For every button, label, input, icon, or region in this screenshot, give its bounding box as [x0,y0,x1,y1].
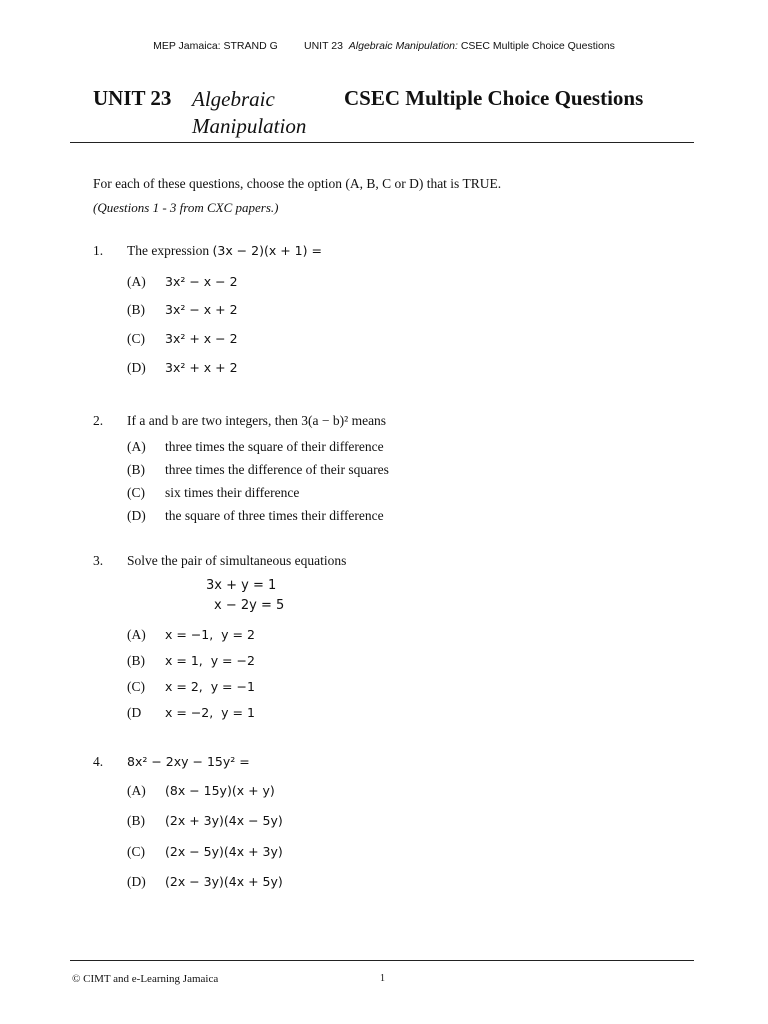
equation: 3x + y = 1 [206,578,277,593]
header-unit: UNIT 23 [304,40,343,52]
header-topic: Algebraic Manipulation: [348,40,458,52]
option-text: x = 1, y = −2 [165,653,255,668]
option-label: (D) [127,508,146,523]
option-label: (C) [127,844,145,859]
option-label: (D [127,705,142,720]
option-label: (C) [127,485,145,500]
running-header [0,40,768,52]
question-expression: (3x − 2)(x + 1) = [212,243,322,258]
footer-divider [70,960,694,961]
option-label: (A) [127,783,146,798]
title-section: CSEC Multiple Choice Questions [344,86,644,110]
question-prompt [127,243,322,259]
question-prompt: Solve the pair of simultaneous equations [127,553,347,568]
question-prompt-text: The expression [127,243,210,258]
option-text: (2x − 3y)(4x + 5y) [165,874,283,889]
question-prompt: If a and b are two integers, then 3(a − b)² means [127,413,387,428]
option-text: six times their difference [165,485,300,500]
question-prompt: 8x² − 2xy − 15y² = [127,754,250,769]
option-label: (D) [127,874,146,889]
option-label: (B) [127,653,145,668]
instructions-note: (Questions 1 - 3 from CXC papers.) [93,200,279,215]
option-label: (A) [127,627,146,642]
title-topic [192,86,306,140]
question-number: 2. [93,413,104,428]
question-number: 1. [93,243,104,258]
option-label: (C) [127,679,145,694]
option-label: (B) [127,813,145,828]
title-divider [70,142,694,143]
title-topic-line2: Manipulation [192,114,307,138]
option-text: three times the square of their difference [165,439,384,454]
option-label: (A) [127,274,146,289]
question-number: 4. [93,754,104,769]
option-label: (A) [127,439,146,454]
option-label: (D) [127,360,146,375]
title-topic-line1: Algebraic [192,87,275,111]
instructions-main: For each of these questions, choose the option (A, B, C or D) that is TRUE. [93,176,502,191]
option-text: 3x² − x + 2 [165,302,238,317]
option-text: x = −1, y = 2 [165,627,255,642]
title-unit: UNIT 23 [93,86,172,110]
header-section: CSEC Multiple Choice Questions [460,40,615,52]
option-text: (2x + 3y)(4x − 5y) [165,813,283,828]
option-label: (B) [127,302,145,317]
option-text: 3x² − x − 2 [165,274,238,289]
question-number: 3. [93,553,104,568]
option-text: three times the difference of their squares [165,462,389,477]
option-text: 3x² + x + 2 [165,360,238,375]
option-text: (2x − 5y)(4x + 3y) [165,844,283,859]
option-text: x = 2, y = −1 [165,679,255,694]
option-text: (8x − 15y)(x + y) [165,783,275,798]
footer-copyright: © CIMT and e-Learning Jamaica [72,973,219,985]
page-number: 1 [380,973,385,984]
option-text: x = −2, y = 1 [165,705,255,720]
option-text: the square of three times their difference [165,508,384,523]
option-text: 3x² + x − 2 [165,331,238,346]
option-label: (C) [127,331,145,346]
option-label: (B) [127,462,145,477]
header-strand: MEP Jamaica: STRAND G [153,40,278,52]
equation: x − 2y = 5 [214,598,285,613]
